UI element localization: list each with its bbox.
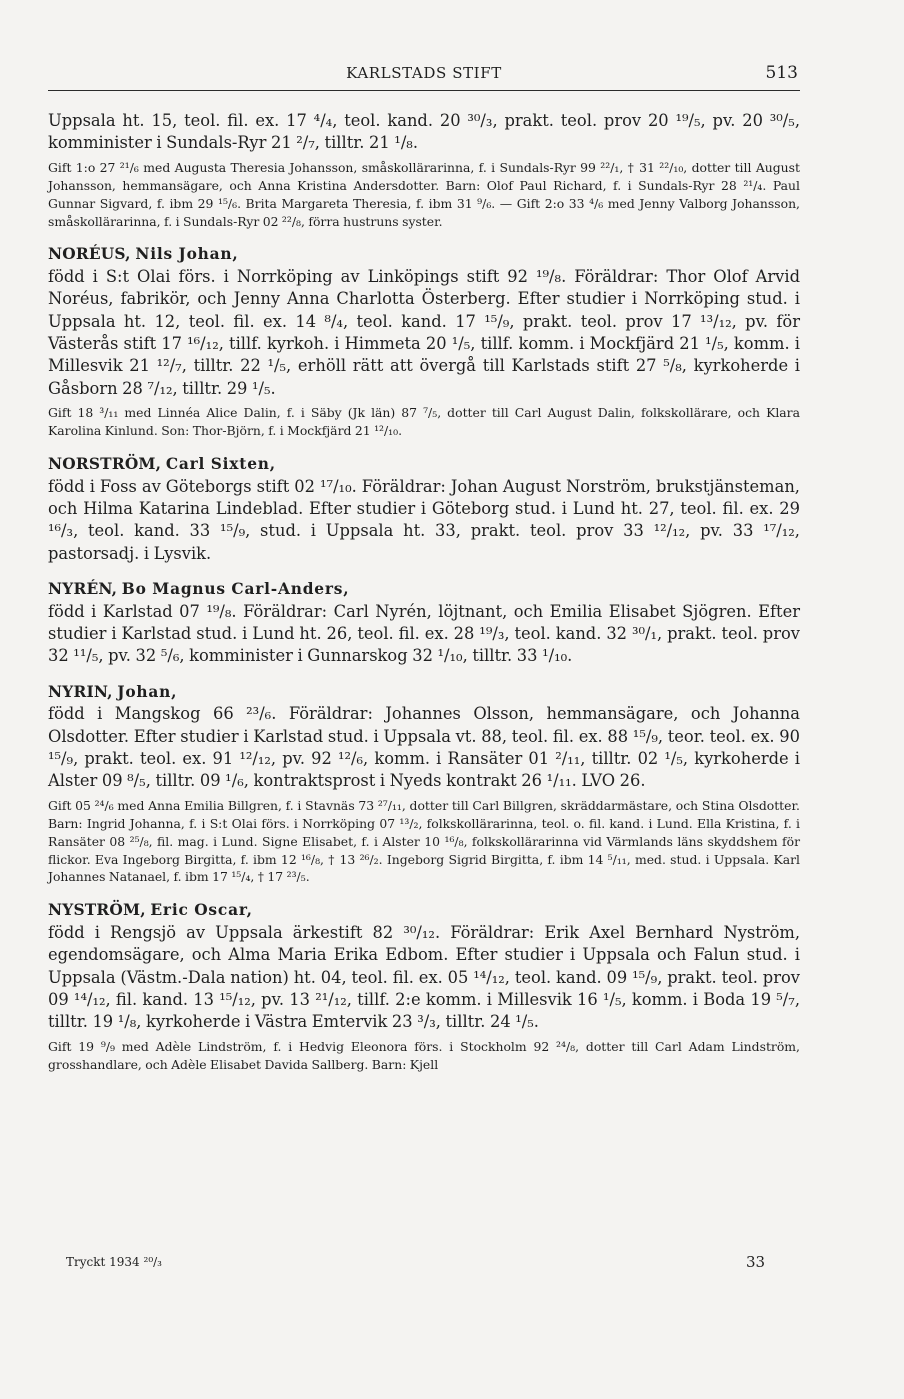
entry-text: Uppsala ht. 15, teol. fil. ex. 17 ⁴/₄, teol. kand. 20 ³⁰/₃, prakt. teol. prov 20 ¹⁹/₅, pv. 20 ³⁰/₅, komminister i Sundals-Ryr 21 ²/₇, tilltr. 21 ¹/₈.: [48, 111, 800, 153]
entry-text: född i S:t Olai förs. i Norrköping av Linköpings stift 92 ¹⁹/₈. Föräldrar: Thor Olof Arvid Noréus, fabrikör, och Jenny Anna Charlotta Österberg. Efter studier i Norrköping stud. i Uppsala ht. 12, teol. fil. ex. 14 ⁸/₄, teol. kand. 17 ¹⁵/₉, prakt. teol. prov 17 ¹³/₁₂, pv. för Västerås stift 17 ¹⁶/₁₂, tillf. kyrkoh. i Himmeta 20 ¹/₅, tillf. komm. i Mockfjärd 21 ¹/₅, komm. i Millesvik 21 ¹²/₇, tilltr. 22 ¹/₅, erhöll rätt att övergå till Karlstads stift 27 ⁵/₈, kyrkoherde i Gåsborn 28 ⁷/₁₂, tilltr. 29 ¹/₅.: [48, 266, 800, 398]
entry-surname: NYSTRÖM,: [48, 901, 146, 920]
entry-family: Gift 1:o 27 ²¹/₆ med Augusta Theresia Johansson, småskollärarinna, f. i Sundals-Ryr 99 ²²/₁, † 31 ²²/₁₀, dotter till August Johansson, hemmansägare, och Anna Kristina Andersdotter. Barn: Olof Paul Richard, f. i Sundals-Ryr 28 ²¹/₄. Paul Gunnar Sigvard, f. ibm 29 ¹⁵/₆. Brita Margareta Theresia, f. ibm 31 ⁹/₆. — Gift 2:o 33 ⁴/₆ med Jenny Valborg Johansson, småskollärarinna, f. i Sundals-Ryr 02 ²²/₈, förra hustruns syster.: [48, 159, 800, 229]
entry-nyrin: [48, 681, 800, 887]
entry-family: Gift 05 ²⁴/₆ med Anna Emilia Billgren, f. i Stavnäs 73 ²⁷/₁₁, dotter till Carl Billgren, skräddarmästare, och Stina Olsdotter. Barn: Ingrid Johanna, f. i S:t Olai förs. i Norrköping 07 ¹³/₂, folkskollärarinna, teol. o. fil. kand. i Lund. Ella Kristina, f. i Ransäter 08 ²⁵/₈, fil. mag. i Lund. Signe Elisabet, f. i Alster 10 ¹⁶/₈, folkskollärarinna vid Värmlands läns skyddshem för flickor. Eva Ingeborg Birgitta, f. ibm 12 ¹⁶/₈, † 13 ²⁶/₂. Ingeborg Sigrid Birgitta, f. ibm 14 ⁵/₁₁, med. stud. i Uppsala. Karl Johannes Natanael, f. ibm 17 ¹⁵/₄, † 17 ²³/₅.: [48, 797, 800, 885]
entry-surname: NYRÉN,: [48, 580, 118, 599]
entry-heading: [48, 578, 800, 600]
entry-text: född i Foss av Göteborgs stift 02 ¹⁷/₁₀. Föräldrar: Johan August Norström, brukstjänsteman, och Hilma Katarina Lindeblad. Efter studier i Göteborg stud. i Lund ht. 27, teol. fil. ex. 29 ¹⁶/₃, teol. kand. 33 ¹⁵/₉, stud. i Uppsala ht. 33, prakt. teol. prov 33 ¹²/₁₂, pv. 33 ¹⁷/₁₂, pastorsadj. i Lysvik.: [48, 476, 800, 563]
entry-surname: NORÉUS,: [48, 245, 131, 264]
entry-heading: [48, 453, 800, 475]
entry-given-names: Carl Sixten,: [165, 455, 276, 474]
printed-note: Tryckt 1934 ²⁰/₃: [66, 1255, 162, 1269]
entry-given-names: Nils Johan,: [135, 245, 239, 264]
page-number: 513: [765, 63, 798, 83]
entry-text: född i Mangskog 66 ²³/₆. Föräldrar: Johannes Olsson, hemmansägare, och Johanna Olsdotter. Efter studier i Karlstad stud. i Uppsala vt. 88, teol. fil. ex. 88 ¹⁵/₉, teor. teol. ex. 90 ¹⁵/₉, prakt. teol. ex. 91 ¹²/₁₂, pv. 92 ¹²/₆, komm. i Ransäter 01 ²/₁₁, tilltr. 02 ¹/₅, kyrkoherde i Alster 09 ⁸/₅, tilltr. 09 ¹/₆, kontraktsprost i Nyeds kontrakt 26 ¹/₁₁. LVO 26.: [48, 704, 800, 791]
entry-family: Gift 18 ³/₁₁ med Linnéa Alice Dalin, f. i Säby (Jk län) 87 ⁷/₅, dotter till Carl August Dalin, folkskollärare, och Klara Karolina Kinlund. Son: Thor-Björn, f. i Mockfjärd 21 ¹²/₁₀.: [48, 405, 800, 439]
entry-norstrom: [48, 453, 800, 565]
entry-given-names: Bo Magnus Carl-Anders,: [121, 580, 350, 599]
entries-column: [48, 110, 800, 1087]
running-header: [48, 60, 800, 91]
signature-mark: 33: [746, 1253, 766, 1271]
entry-given-names: Eric Oscar,: [150, 901, 253, 920]
entry-family: Gift 19 ⁹/₉ med Adèle Lindström, f. i Hedvig Eleonora förs. i Stockholm 92 ²⁴/₈, dotter till Carl Adam Lindström, grosshandlare, och Adèle Elisabet Davida Sallberg. Barn: Kjell: [48, 1038, 800, 1072]
entry-nystrom: [48, 899, 800, 1073]
entry-given-names: Johan,: [117, 682, 178, 701]
entry-text: född i Karlstad 07 ¹⁹/₈. Föräldrar: Carl Nyrén, löjtnant, och Emilia Elisabet Sjögren. Efter studier i Karlstad stud. i Lund ht. 26, teol. fil. ex. 28 ¹⁹/₃, teol. kand. 32 ³⁰/₁, prakt. teol. prov 32 ¹¹/₅, pv. 32 ⁵/₆, komminister i Gunnarskog 32 ¹/₁₀, tilltr. 33 ¹/₁₀.: [48, 601, 800, 666]
entry-heading: [48, 681, 800, 703]
header-title: KARLSTADS STIFT: [346, 64, 502, 82]
entry-noreus: [48, 243, 800, 440]
entry-heading: [48, 899, 800, 921]
entry-surname: NYRIN,: [48, 682, 113, 701]
entry-continued: [48, 110, 800, 230]
entry-text: född i Rengsjö av Uppsala ärkestift 82 ³⁰/₁₂. Föräldrar: Erik Axel Bernhard Nyström, egendomsägare, och Alma Maria Erika Edbom. Efter studier i Uppsala och Falun stud. i Uppsala (Västm.-Dala nation) ht. 04, teol. fil. ex. 05 ¹⁴/₁₂, teol. kand. 09 ¹⁵/₉, prakt. teol. prov 09 ¹⁴/₁₂, fil. kand. 13 ¹⁵/₁₂, pv. 13 ²¹/₁₂, tillf. 2:e komm. i Millesvik 16 ¹/₅, komm. i Boda 19 ⁵/₇, tilltr. 19 ¹/₈, kyrkoherde i Västra Emtervik 23 ³/₃, tilltr. 24 ¹/₅.: [48, 922, 800, 1032]
entry-nyren: [48, 578, 800, 668]
entry-heading: [48, 243, 800, 265]
entry-surname: NORSTRÖM,: [48, 455, 162, 474]
